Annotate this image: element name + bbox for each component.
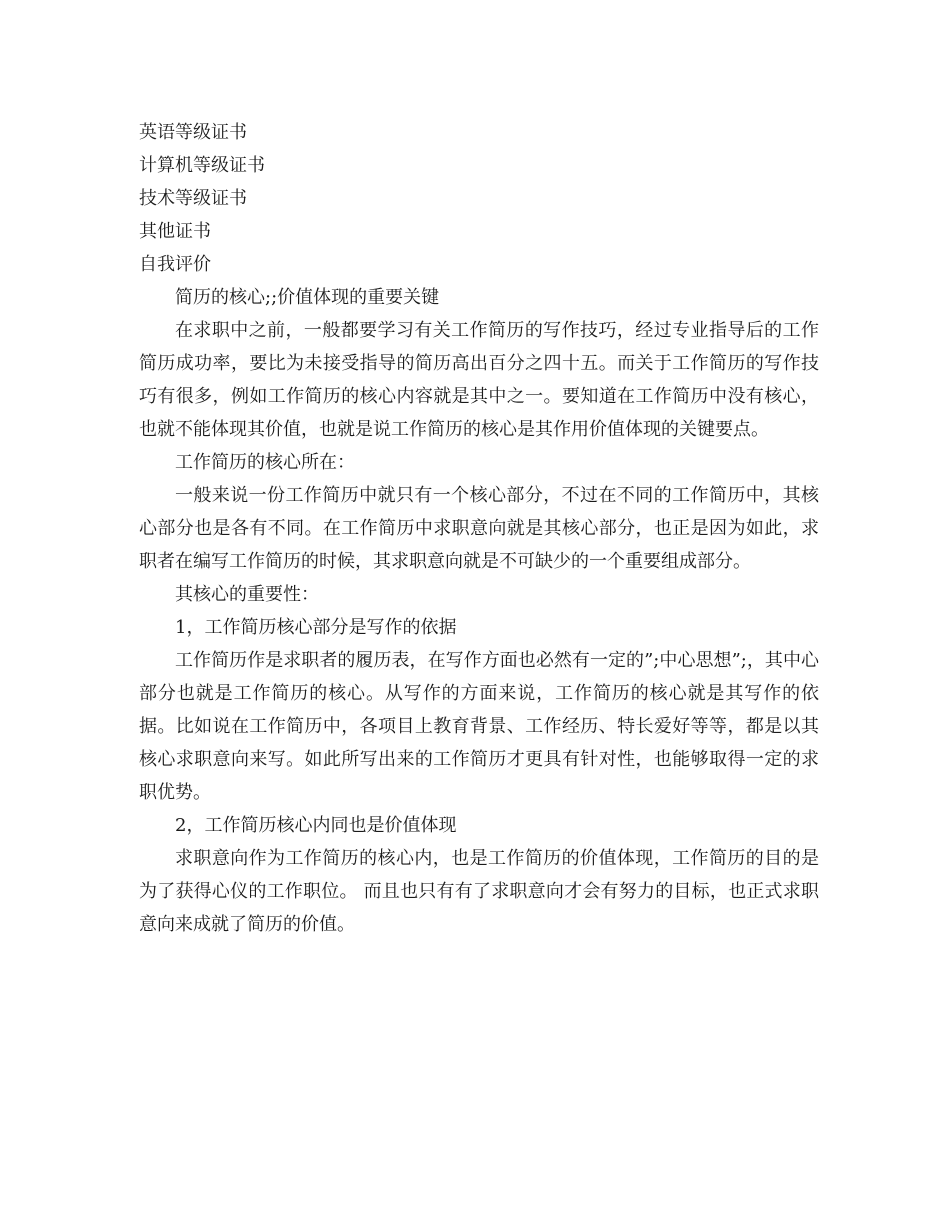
certificate-item-technical: 技术等级证书 [139, 188, 247, 209]
point-2-paragraph: 求职意向作为工作简历的核心内，也是工作简历的价值体现，工作简历的目的是为了获得心仪的工作职位。 而且也只有有了求职意向才会有努力的目标，也正式求职意向来成就了简历的价值。 [139, 848, 819, 935]
core-location-heading: 工作简历的核心所在： [175, 452, 355, 473]
point-1-paragraph: 工作简历作是求职者的履历表，在写作方面也必然有一定的”;中心思想”;，其中心部分也就是工作简历的核心。从写作的方面来说，工作简历的核心就是其写作的依据。比如说在工作简历中，各项目上教育背景、工作经历、特长爱好等等，都是以其核心求职意向来写。如此所写出来的工作简历才更具有针对性，也能够取得一定的求职优势。 [139, 650, 819, 803]
article-intro-paragraph: 在求职中之前，一般都要学习有关工作简历的写作技巧，经过专业指导后的工作简历成功率，要比为未接受指导的简历高出百分之四十五。而关于工作简历的写作技巧有很多，例如工作简历的核心内容就是其中之一。要知道在工作简历中没有核心，也就不能体现其价值，也就是说工作简历的核心是其作用价值体现的关键要点。 [139, 320, 819, 440]
importance-heading: 其核心的重要性： [175, 584, 319, 605]
point-1-heading: 1，工作简历核心部分是写作的依据 [175, 617, 457, 638]
certificate-item-english: 英语等级证书 [139, 122, 247, 143]
core-location-paragraph: 一般来说一份工作简历中就只有一个核心部分，不过在不同的工作简历中，其核心部分也是各有不同。在工作简历中求职意向就是其核心部分，也正是因为如此，求职者在编写工作简历的时候，其求职意向就是不可缺少的一个重要组成部分。 [139, 485, 819, 572]
certificate-item-computer: 计算机等级证书 [139, 155, 265, 176]
self-evaluation-heading: 自我评价 [139, 254, 211, 275]
point-2-heading: 2，工作简历核心内同也是价值体现 [175, 815, 457, 836]
article-title: 简历的核心;;价值体现的重要关键 [175, 287, 440, 308]
certificate-item-other: 其他证书 [139, 221, 211, 242]
document-body [139, 116, 819, 941]
